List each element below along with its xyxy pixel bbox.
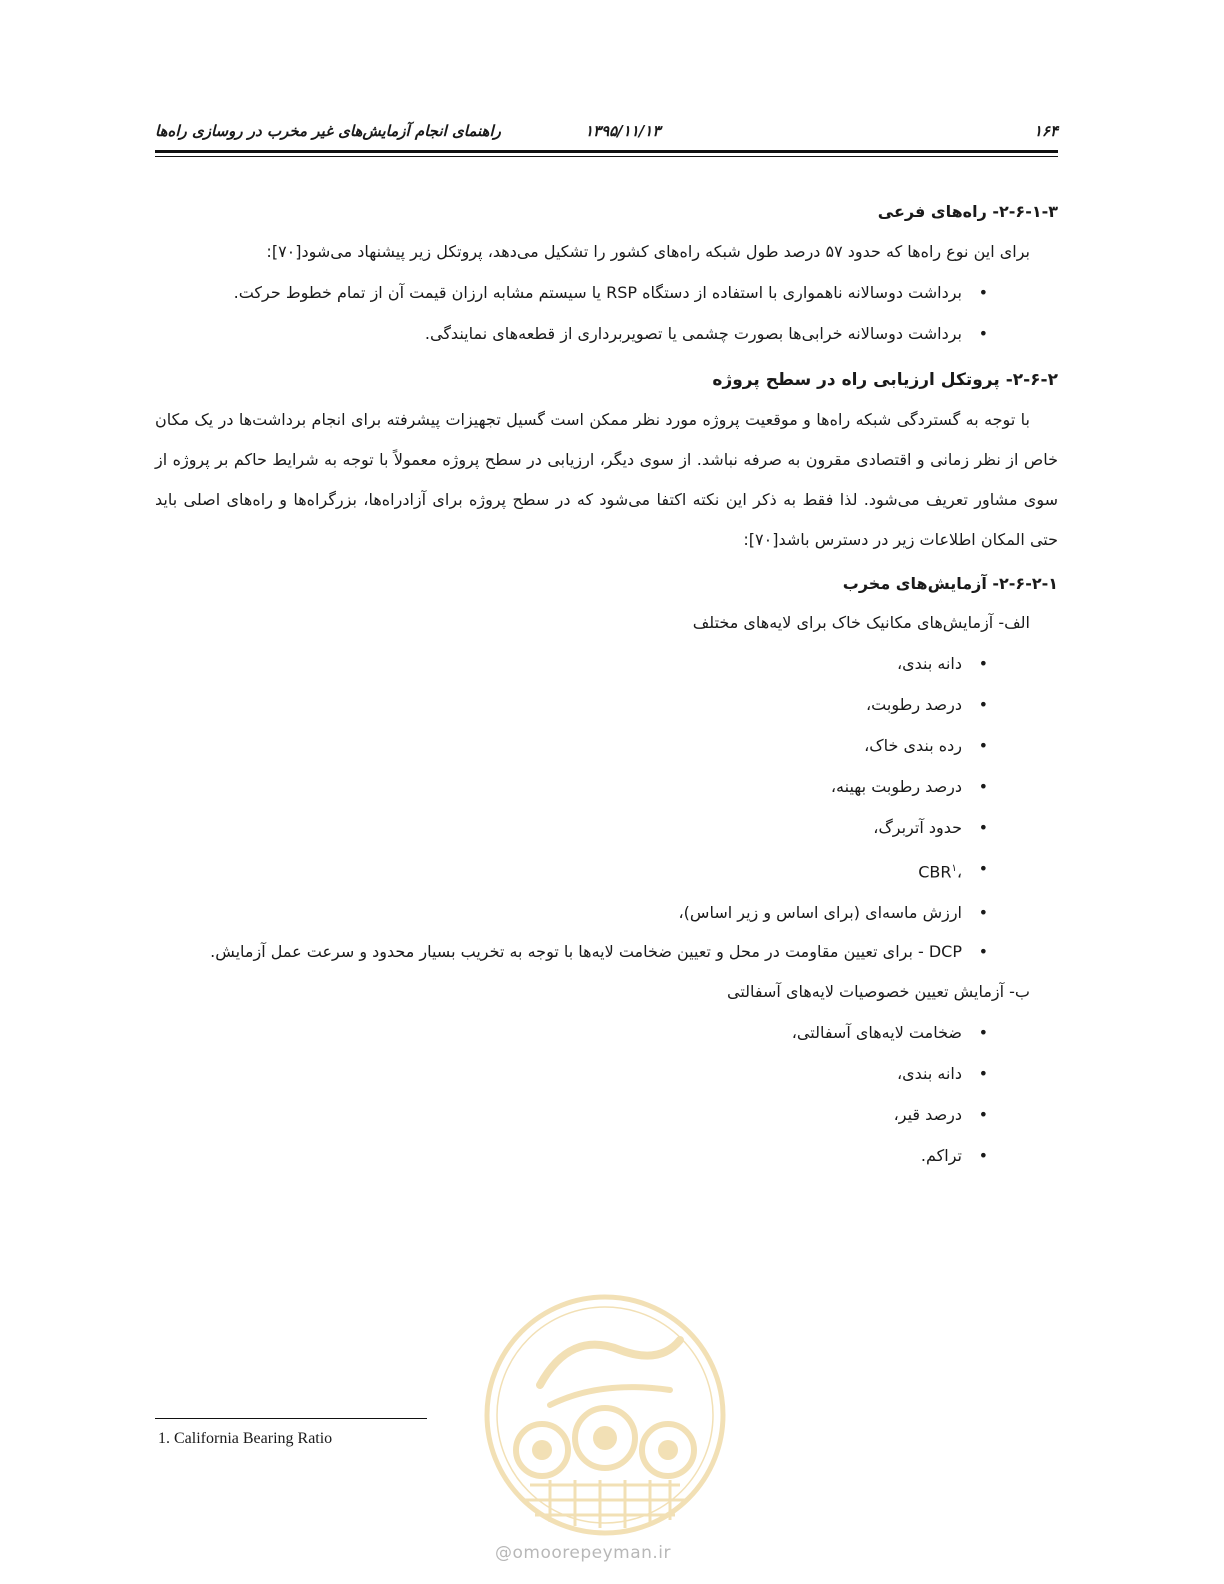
list-item: • درصد رطوبت بهینه، [155,766,962,807]
cbr-comma: ، [956,862,962,882]
watermark-logo-icon [480,1290,730,1540]
list-item: • دانه بندی، [155,643,962,684]
list-item: • ضخامت لایه‌های آسفالتی، [155,1012,962,1053]
page-number: ۱۶۴ [1033,122,1058,140]
list-item-cbr [155,848,962,892]
watermark-url: @omoorepeyman.ir [495,1543,672,1563]
bullet-list-minor-roads [155,272,1058,354]
header-rule-thick [155,150,1058,153]
group-a-label: الف- آزمایش‌های مکانیک خاک برای لایه‌های مختلف [692,613,1030,632]
list-item: • حدود آتربرگ، [155,807,962,848]
list-item: • برداشت دوسالانه ناهمواری با استفاده از دستگاه RSP یا سیستم مشابه ارزان قیمت آن از تمام خطوط حرکت. [155,272,962,313]
page-content [155,200,1058,1176]
list-item: • رده بندی خاک، [155,725,962,766]
group-b-label: ب- آزمایش تعیین خصوصیات لایه‌های آسفالتی [727,982,1030,1002]
header-title: راهنمای انجام آزمایش‌های غیر مخرب در روسازی راه‌ها [155,122,501,140]
section-heading-minor-roads: ۲-۶-۱-۳- راه‌های فرعی [877,202,1058,221]
list-item: • برداشت دوسالانه خرابی‌ها بصورت چشمی یا تصویربرداری از قطعه‌های نمایندگی. [155,313,962,354]
cbr-text: CBR [918,862,952,882]
section-heading-project-level: ۲-۶-۲- پروتکل ارزیابی راه در سطح پروژه [712,370,1058,390]
footnote-rule [155,1418,427,1419]
section-heading-destructive-tests: ۲-۶-۲-۱- آزمایش‌های مخرب [842,574,1058,593]
bullet-list-soil-tests [155,643,1058,971]
list-item: • درصد رطوبت، [155,684,962,725]
document-page [155,110,1058,1166]
section-paragraph: با توجه به گستردگی شبکه راه‌ها و موقعیت پروژه مورد نظر ممکن است گسیل تجهیزات پیشرفته برای انجام برداشت‌ها در یک مکان خاص از نظر زمانی و اقتصادی مقرون به صرفه نباشد. از سوی دیگر، ارزیابی در سطح پروژه معمولاً با توجه به شرایط حاکم بر پروژه از سوی مشاور تعریف می‌شود. لذا فقط به ذکر این نکته اکتفا می‌شود که در سطح پروژه برای آزادراه‌ها، بزرگراه‌ها و راه‌های اصلی باید حتی المکان اطلاعات زیر در دسترس باشد[۷۰]: [155,410,1058,549]
list-item: • دانه بندی، [155,1053,962,1094]
list-item: • تراکم. [155,1135,962,1176]
running-header [155,110,1058,150]
list-item: • درصد قیر، [155,1094,962,1135]
footnote: 1. California Bearing Ratio [158,1430,333,1447]
bullet-list-asphalt-tests [155,1012,1058,1176]
list-item: • ارزش ماسه‌ای (برای اساس و زیر اساس)، [155,892,962,933]
header-rule-thin [155,156,1058,157]
footnote-marker: ۱ [951,863,957,874]
list-item-dcp: • DCP - برای تعیین مقاومت در محل و تعیین ضخامت لایه‌ها با توجه به تخریب بسیار محدود و سرعت عمل آزمایش. [155,933,962,971]
section-intro: برای این نوع راه‌ها که حدود ۵۷ درصد طول شبکه راه‌های کشور را تشکیل می‌دهد، پروتکل زیر پیشنهاد می‌شود[۷۰]: [266,242,1030,261]
header-date: ۱۳۹۵/۱۱/۱۳ [585,122,661,140]
